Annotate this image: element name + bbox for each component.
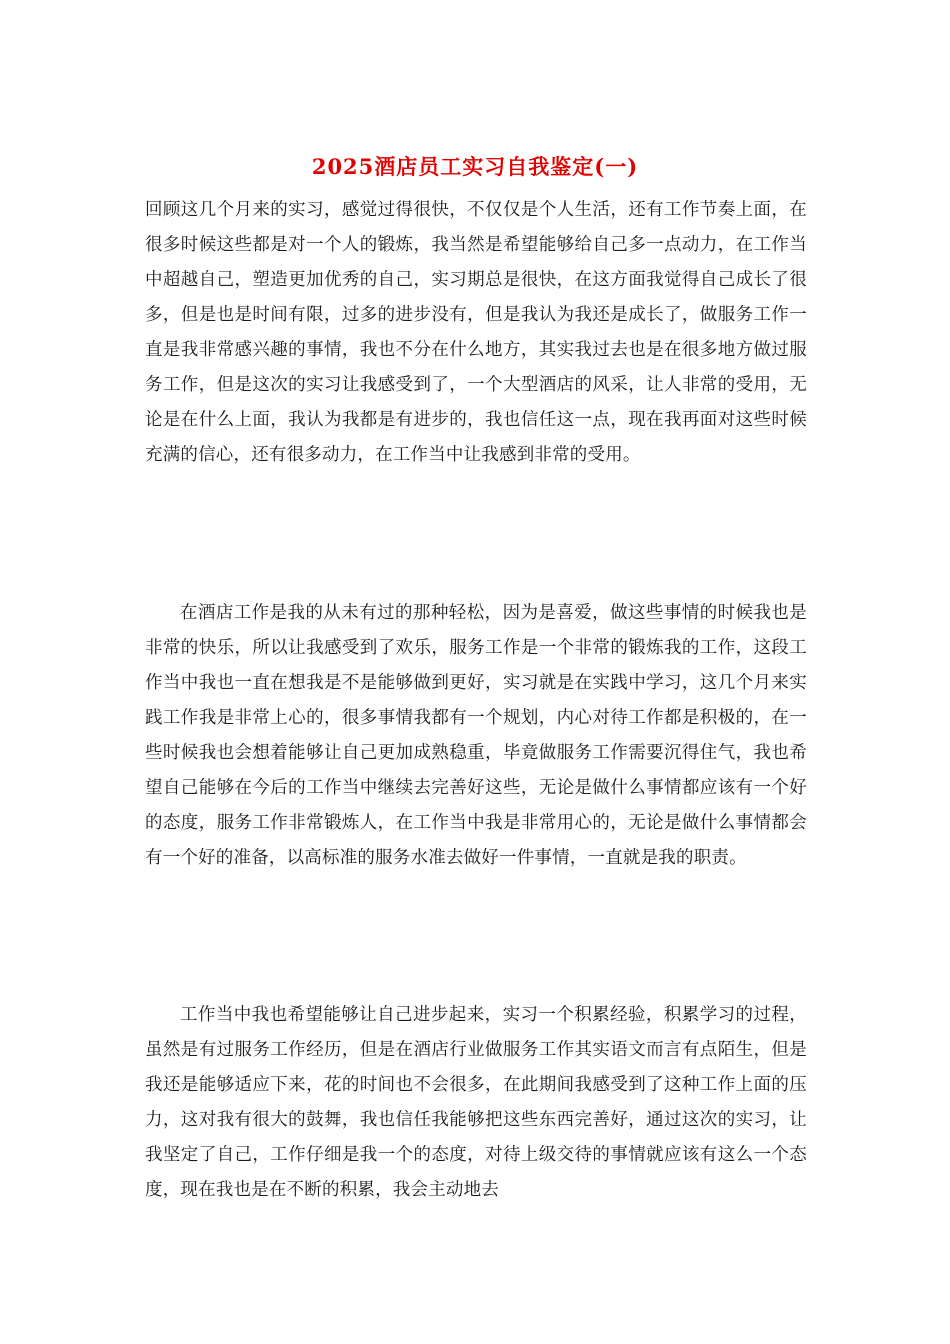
document-title: 2025酒店员工实习自我鉴定(一) bbox=[311, 154, 639, 179]
paragraph-1: 回顾这几个月来的实习，感觉过得很快，不仅仅是个人生活，还有工作节奏上面，在很多时候这些都是对一个人的锻炼，我当然是希望能够给自己多一点动力，在工作当中超越自己，塑造更加优秀的自己，实习期总是很快，在这方面我觉得自己成长了很多，但是也是时间有限，过多的进步没有，但是我认为我还是成长了，做服务工作一直是我非常感兴趣的事情，我也不分在什么地方，其实我过去也是在很多地方做过服务工作，但是这次的实习让我感受到了，一个大型酒店的风采，让人非常的受用，无论是在什么上面，我认为我都是有进步的，我也信任这一点，现在我再面对这些时候充满的信心，还有很多动力，在工作当中让我感到非常的受用。 bbox=[145, 200, 807, 465]
paragraph-2: 在酒店工作是我的从未有过的那种轻松，因为是喜爱，做这些事情的时候我也是非常的快乐，所以让我感受到了欢乐，服务工作是一个非常的锻炼我的工作，这段工作当中我也一直在想我是不是能够做到更好，实习就是在实践中学习，这几个月来实践工作我是非常上心的，很多事情我都有一个规划，内心对待工作都是积极的，在一些时候我也会想着能够让自己更加成熟稳重，毕竟做服务工作需要沉得住气，我也希望自己能够在今后的工作当中继续去完善好这些，无论是做什么事情都应该有一个好的态度，服务工作非常锻炼人，在工作当中我是非常用心的，无论是做什么事情都会有一个好的准备，以高标准的服务水准去做好一件事情，一直就是我的职责。 bbox=[145, 603, 807, 868]
paragraph-3: 工作当中我也希望能够让自己进步起来，实习一个积累经验，积累学习的过程，虽然是有过服务工作经历，但是在酒店行业做服务工作其实语文而言有点陌生，但是我还是能够适应下来，花的时间也不会很多，在此期间我感受到了这种工作上面的压力，这对我有很大的鼓舞，我也信任我能够把这些东西完善好，通过这次的实习，让我坚定了自己，工作仔细是我一个的态度，对待上级交待的事情就应该有这么一个态度，现在我也是在不断的积累，我会主动地去 bbox=[145, 1005, 807, 1200]
